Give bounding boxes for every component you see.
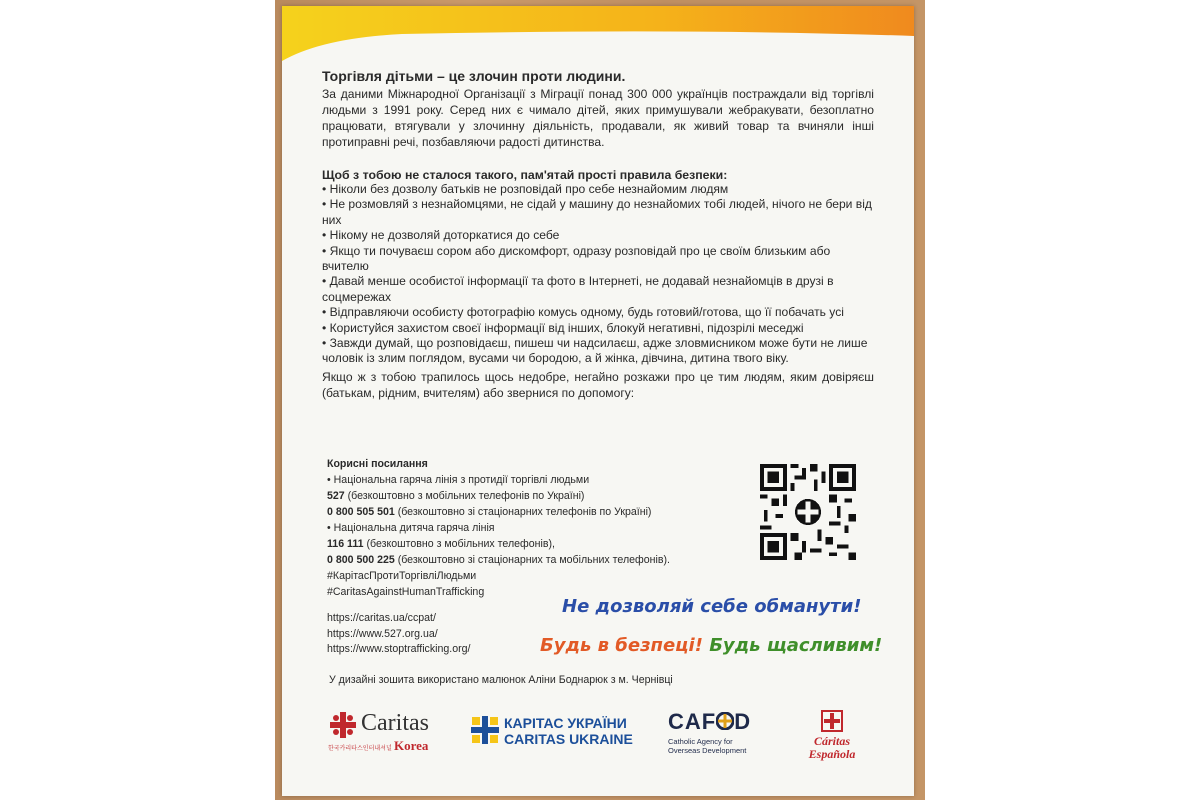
phone-note: (безкоштовно зі стаціонарних телефонів по Україні)	[394, 506, 652, 518]
qr-code-icon[interactable]	[760, 464, 856, 560]
list-item: • Якщо ти почуваєш сором або дискомфорт, одразу розповідай про це своїм близьким або вчителю	[322, 244, 874, 275]
hotline-1-number-2	[327, 504, 747, 520]
caritas-korea-logo	[328, 706, 440, 758]
hotline-2-number-2	[327, 552, 747, 568]
phone-number[interactable]: 527	[327, 490, 345, 502]
rules-heading: Щоб з тобою не сталося такого, пам'ятай прості правила безпеки:	[322, 168, 728, 182]
url-link[interactable]: https://www.527.org.ua/	[327, 627, 438, 640]
url-list	[327, 611, 470, 658]
design-credit: У дизайні зошита використано малюнок Аліни Боднарюк з м. Чернівці	[329, 674, 673, 686]
hashtag[interactable]: #CaritasAgainstHumanTrafficking	[327, 585, 485, 598]
hotline-1-number-1	[327, 488, 747, 504]
hashtags	[327, 569, 484, 600]
cafod-name-start: CAF	[668, 709, 717, 734]
phone-note: (безкоштовно зі стаціонарних та мобільних телефонів).	[394, 554, 670, 566]
rules-list	[322, 182, 874, 367]
caritas-ukraine-logo	[470, 706, 650, 758]
slogan-line-2	[540, 635, 882, 656]
caritas-cross-icon	[328, 710, 358, 740]
list-item: • Відправляючи особисту фотографію комусь одному, будь готовий/готова, що її побачать усі	[322, 305, 874, 320]
caritas-ukraine-cross-icon	[470, 715, 500, 745]
caritas-ukraine-line-2: CARITAS UKRAINE	[504, 731, 633, 747]
hotline-2-label: • Національна дитяча гаряча лінія	[327, 522, 495, 534]
cafod-sub-1: Catholic Agency for	[668, 737, 733, 746]
cafod-logo	[668, 706, 778, 758]
caritas-espanola-logo	[792, 706, 872, 761]
url-link[interactable]: https://caritas.ua/ccpat/	[327, 612, 436, 624]
phone-note: (безкоштовно з мобільних телефонів),	[363, 538, 555, 550]
list-item: • Нікому не дозволяй доторкатися до себе	[322, 228, 874, 243]
slogan-line-1: Не дозволяй себе обманути!	[562, 596, 862, 617]
phone-note: (безкоштовно з мобільних телефонів по Україні)	[344, 490, 585, 502]
useful-links-heading: Корисні посилання	[327, 458, 428, 470]
cafod-sub-2: Overseas Development	[668, 746, 747, 755]
phone-number[interactable]: 0 800 500 225	[327, 554, 395, 566]
intro-paragraph: За даними Міжнародної Організації з Міграції понад 300 000 українців постраждали від торгівлі людьми з 1991 року. Серед них є чимало дітей, яких примушували жебракувати, безоплатно працювати, втягували у злочинну діяльність, продавали, як живий товар та вчиняли інші протиправні речі, позбавляючи радості дитинства.	[322, 87, 874, 149]
brochure-page	[282, 6, 914, 796]
cafod-cross-icon	[716, 712, 734, 730]
closing-paragraph: Якщо ж з тобою трапилось щось недобре, негайно розкажи про це тим людям, яким довіряєш (батькам, рідним, вчителям) або звернися по допомогу:	[322, 369, 874, 400]
list-item: • Завжди думай, що розповідаєш, пишеш чи надсилаєш, адже зловмисником може бути не лише чоловік із злим поглядом, вусами чи бородою, а й жінка, дівчина, дитина твого віку.	[322, 336, 874, 367]
list-item: • Давай менше особистої інформації та фото в Інтернеті, не додавай незнайомців в друзі в соцмережах	[322, 274, 874, 305]
phone-number[interactable]: 116 111	[327, 538, 364, 550]
phone-number[interactable]: 0 800 505 501	[327, 506, 395, 518]
hashtag[interactable]: #КарітасПротиТоргівліЛюдьми	[327, 570, 477, 582]
hotline-1-label: • Національна гаряча лінія з протидії торгівлі людьми	[327, 474, 590, 486]
partner-logos	[282, 706, 914, 766]
main-text	[322, 68, 874, 401]
list-item: • Ніколи без дозволу батьків не розповідай про себе незнайомим людям	[322, 182, 874, 197]
slogan-safe: Будь в безпеці!	[540, 635, 703, 656]
caritas-espanola-line-1: Cáritas	[813, 734, 850, 748]
list-item: • Користуйся захистом своєї інформації від інших, блокуй негативні, підозрілі меседжі	[322, 321, 874, 336]
caritas-espanola-line-2: Española	[808, 747, 856, 761]
list-item: • Не розмовляй з незнайомцями, не сідай у машину до незнайомих тобі людей, нічого не бери від них	[322, 197, 874, 228]
caritas-korea-korean: 한국카리타스인터내셔널	[328, 746, 392, 752]
useful-links	[327, 456, 747, 568]
caritas-espanola-cross-icon	[819, 708, 845, 734]
caritas-korea-name: Caritas	[361, 710, 429, 736]
page-title: Торгівля дітьми – це злочин проти людини.	[322, 68, 626, 84]
caritas-korea-sub: Korea	[394, 738, 429, 753]
hotline-2-number-1	[327, 536, 747, 552]
cafod-name-end: D	[734, 709, 752, 734]
caritas-ukraine-line-1: КАРІТАС УКРАЇНИ	[504, 715, 627, 731]
slogan-happy: Будь щасливим!	[709, 635, 883, 656]
url-link[interactable]: https://www.stoptrafficking.org/	[327, 643, 471, 655]
